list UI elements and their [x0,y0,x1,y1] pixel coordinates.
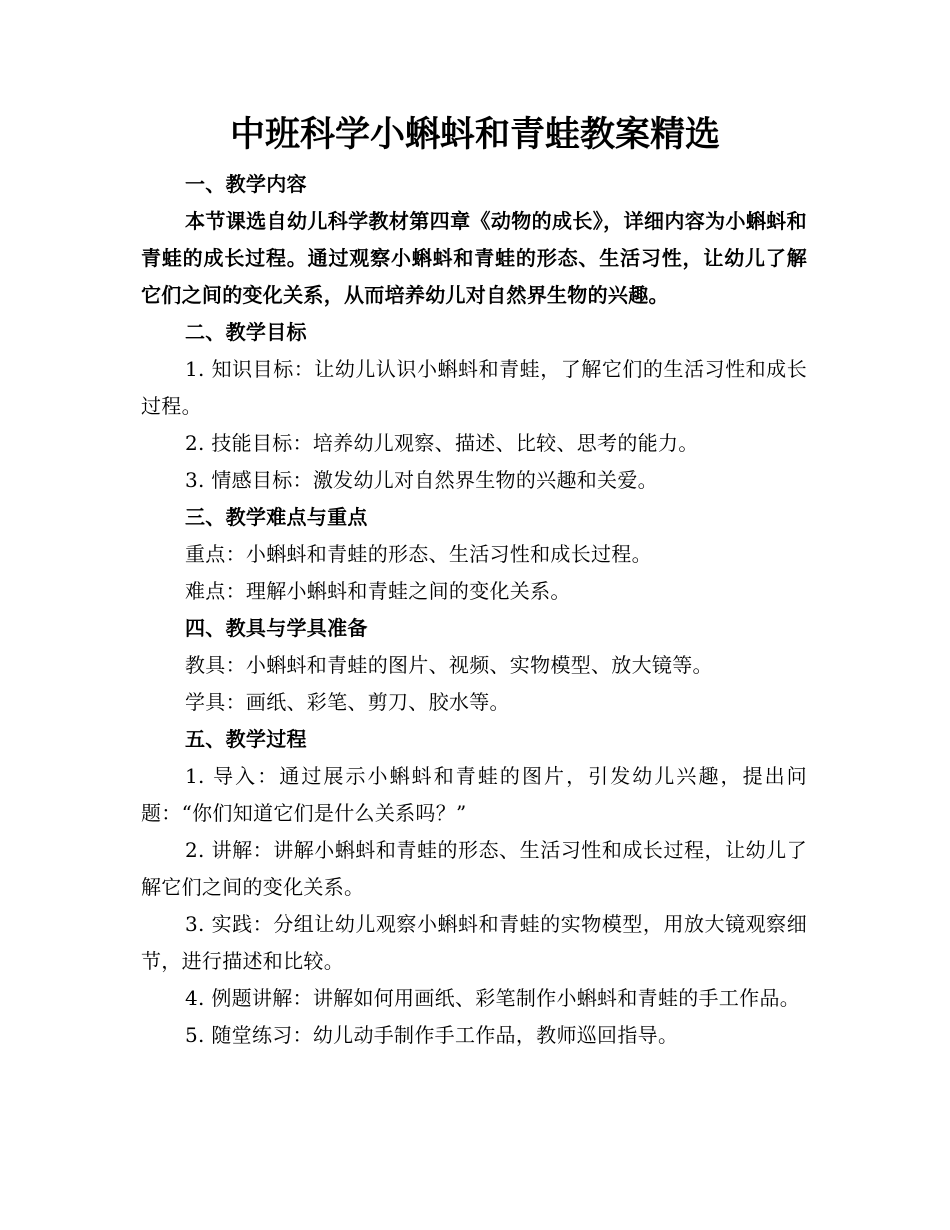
section-heading: 三、教学难点与重点 [185,505,368,529]
paragraph: 1. 导入：通过展示小蝌蚪和青蛙的图片，引发幼儿兴趣，提出问题：“你们知道它们是什么关系吗？” [141,764,807,825]
paragraph: 本节课选自幼儿科学教材第四章《动物的成长》，详细内容为小蝌蚪和青蛙的成长过程。通过观察小蝌蚪和青蛙的形态、生活习性，让幼儿了解它们之间的变化关系，从而培养幼儿对自然界生物的兴趣。 [141,209,807,307]
paragraph: 1. 知识目标：让幼儿认识小蝌蚪和青蛙，了解它们的生活习性和成长过程。 [141,357,807,418]
section-heading: 二、教学目标 [185,320,307,344]
section-heading: 一、教学内容 [185,172,307,196]
paragraph: 5. 随堂练习：幼儿动手制作手工作品，教师巡回指导。 [185,1023,679,1047]
paragraph: 教具：小蝌蚪和青蛙的图片、视频、实物模型、放大镜等。 [185,653,713,677]
paragraph: 2. 技能目标：培养幼儿观察、描述、比较、思考的能力。 [185,431,699,455]
paragraph: 学具：画纸、彩笔、剪刀、胶水等。 [185,690,510,714]
document-title: 中班科学小蝌蚪和青蛙教案精选 [229,114,720,155]
paragraph: 3. 情感目标：激发幼儿对自然界生物的兴趣和关爱。 [185,468,658,492]
document-body [141,166,807,1054]
paragraph: 2. 讲解：讲解小蝌蚪和青蛙的形态、生活习性和成长过程，让幼儿了解它们之间的变化关系。 [141,838,807,899]
section-heading: 五、教学过程 [185,727,307,751]
section-heading: 四、教具与学具准备 [185,616,368,640]
paragraph: 重点：小蝌蚪和青蛙的形态、生活习性和成长过程。 [185,542,652,566]
paragraph: 3. 实践：分组让幼儿观察小蝌蚪和青蛙的实物模型，用放大镜观察细节，进行描述和比较。 [141,912,807,973]
paragraph: 难点：理解小蝌蚪和青蛙之间的变化关系。 [185,579,571,603]
paragraph: 4. 例题讲解：讲解如何用画纸、彩笔制作小蝌蚪和青蛙的手工作品。 [185,986,801,1010]
